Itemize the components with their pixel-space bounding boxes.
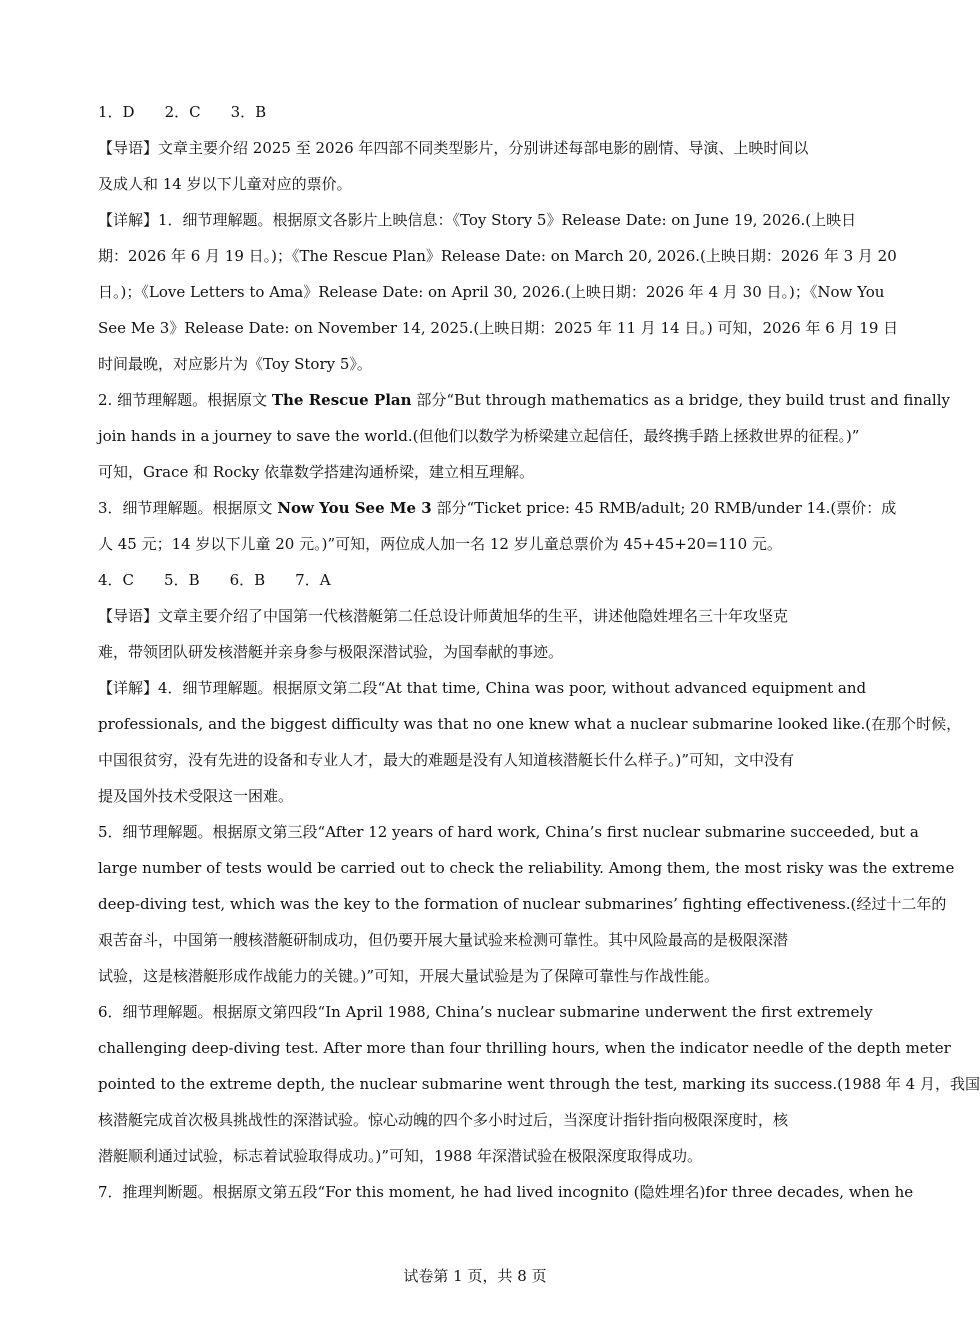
text-line: 日。)；《Love Letters to Ama》Release Date: on April 30, 2026.(上映日期：2026 年 4 月 30 日。)；《Now You bbox=[98, 283, 885, 301]
text-line: 期：2026 年 6 月 19 日。)；《The Rescue Plan》Release Date: on March 20, 2026.(上映日期：2026 年 3 月 20 bbox=[98, 247, 897, 265]
q3-film-title: Now You See Me 3 bbox=[277, 499, 432, 517]
text-line: 潜艇顺利通过试验，标志着试验取得成功。)”可知，1988 年深潜试验在极限深度取得成功。 bbox=[98, 1147, 702, 1165]
text-line: professionals, and the biggest difficulty was that no one knew what a nuclear submarine looked like.(在那个时候， bbox=[98, 715, 962, 733]
text-line: 【导语】文章主要介绍 2025 至 2026 年四部不同类型影片，分别讲述每部电影的剧情、导演、上映时间以 bbox=[98, 139, 809, 157]
text-line: 7．推理判断题。根据原文第五段“For this moment, he had lived incognito (隐姓埋名)for three decades, when he bbox=[98, 1183, 914, 1201]
answer-key-4-7: 4．C 5．B 6．B 7．A bbox=[98, 571, 331, 589]
text-line: pointed to the extreme depth, the nuclear submarine went through the test, marking its success.(1988 年 4 月，我国 bbox=[98, 1075, 980, 1093]
text-line: 【详解】4．细节理解题。根据原文第二段“At that time, China was poor, without advanced equipment and bbox=[98, 679, 867, 697]
q2-prefix: 2. 细节理解题。根据原文 bbox=[98, 391, 272, 409]
text-line: 及成人和 14 岁以下儿童对应的票价。 bbox=[98, 175, 352, 193]
text-line: join hands in a journey to save the world.(但他们以数学为桥梁建立起信任，最终携手踏上拯救世界的征程。)” bbox=[98, 427, 860, 445]
detail-question-1 bbox=[98, 202, 899, 382]
text-line: See Me 3》Release Date: on November 14, 2025.(上映日期：2025 年 11 月 14 日。) 可知，2026 年 6 月 19 日 bbox=[98, 319, 899, 337]
detail-question-4 bbox=[98, 670, 962, 814]
inference-question-7 bbox=[98, 1174, 914, 1210]
text-line: 中国很贫穷，没有先进的设备和专业人才，最大的难题是没有人知道核潜艇长什么样子。)”可知，文中没有 bbox=[98, 751, 795, 769]
text-line: 6．细节理解题。根据原文第四段“In April 1988, China’s nuclear submarine underwent the first extremely bbox=[98, 1003, 873, 1021]
text-line: 人 45 元；14 岁以下儿童 20 元。)”可知，两位成人加一名 12 岁儿童总票价为 45+45+20=110 元。 bbox=[98, 535, 782, 553]
text-line: large number of tests would be carried out to check the reliability. Among them, the most risky was the extreme bbox=[98, 859, 955, 877]
text-line: 提及国外技术受限这一困难。 bbox=[98, 787, 294, 805]
q3-suffix: 部分“Ticket price: 45 RMB/adult; 20 RMB/under 14.(票价：成 bbox=[431, 499, 897, 517]
detail-question-3 bbox=[98, 490, 897, 562]
text-line bbox=[98, 382, 950, 418]
q2-film-title: The Rescue Plan bbox=[271, 391, 412, 409]
text-line: 艰苦奋斗，中国第一艘核潜艇研制成功，但仍要开展大量试验来检测可靠性。其中风险最高的是极限深潜 bbox=[98, 931, 789, 949]
text-line: 试验，这是核潜艇形成作战能力的关键。)”可知，开展大量试验是为了保障可靠性与作战性能。 bbox=[98, 967, 720, 985]
page-footer: 试卷第 1 页，共 8 页 bbox=[403, 1267, 547, 1285]
detail-question-5 bbox=[98, 814, 955, 994]
detail-question-2 bbox=[98, 382, 950, 490]
text-line bbox=[98, 490, 897, 526]
text-line: 可知，Grace 和 Rocky 依靠数学搭建沟通桥梁，建立相互理解。 bbox=[98, 463, 534, 481]
text-line: 难，带领团队研发核潜艇并亲身参与极限深潜试验，为国奉献的事迹。 bbox=[98, 643, 564, 661]
text-line: 【导语】文章主要介绍了中国第一代核潜艇第二任总设计师黄旭华的生平，讲述他隐姓埋名三十年攻坚克 bbox=[98, 607, 789, 625]
text-line: 核潜艇完成首次极具挑战性的深潜试验。惊心动魄的四个多小时过后，当深度计指针指向极限深度时，核 bbox=[98, 1111, 789, 1129]
text-line: 【详解】1．细节理解题。根据原文各影片上映信息：《Toy Story 5》Release Date: on June 19, 2026.(上映日 bbox=[98, 211, 857, 229]
text-line: 5．细节理解题。根据原文第三段“After 12 years of hard work, China’s first nuclear submarine succeeded, but a bbox=[98, 823, 919, 841]
detail-question-6 bbox=[98, 994, 980, 1174]
text-line: challenging deep-diving test. After more than four thrilling hours, when the indicator needle of the depth meter bbox=[98, 1039, 951, 1057]
answer-explanations bbox=[98, 94, 980, 1210]
intro-passage-1 bbox=[98, 130, 858, 202]
q3-prefix: 3．细节理解题。根据原文 bbox=[98, 499, 278, 517]
intro-passage-2 bbox=[98, 598, 858, 670]
text-line: deep-diving test, which was the key to the formation of nuclear submarines’ fighting effectiveness.(经过十二年的 bbox=[98, 895, 947, 913]
q2-suffix: 部分“But through mathematics as a bridge, they build trust and finally bbox=[411, 391, 950, 409]
answer-key-1-3: 1．D 2．C 3．B bbox=[98, 103, 267, 121]
text-line: 时间最晚，对应影片为《Toy Story 5》。 bbox=[98, 355, 372, 373]
